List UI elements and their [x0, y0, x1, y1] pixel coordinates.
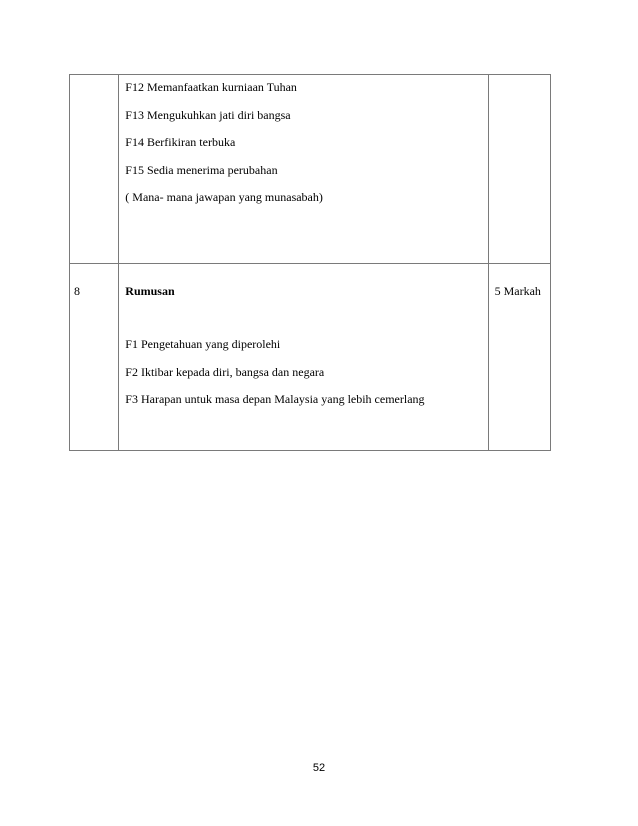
- page-number: 52: [312, 762, 326, 774]
- section-heading: Rumusan: [125, 284, 175, 298]
- answer-point: F14 Berfikiran terbuka: [125, 135, 236, 149]
- answer-point: F1 Pengetahuan yang diperolehi: [125, 337, 281, 351]
- marks-cell: [488, 264, 550, 451]
- question-number-cell: [70, 264, 119, 451]
- marks-cell: [488, 75, 550, 264]
- answer-point: F2 Iktibar kepada diri, bangsa dan negara: [125, 364, 325, 379]
- table-row: [70, 264, 551, 451]
- answer-point: F3 Harapan untuk masa depan Malaysia yang lebih cemerlang: [125, 392, 425, 406]
- marking-scheme-table: [69, 74, 551, 451]
- question-number-cell: [70, 75, 119, 264]
- table-row: [70, 75, 551, 264]
- answer-note: ( Mana- mana jawapan yang munasabah): [125, 190, 323, 204]
- answer-point: F13 Mengukuhkan jati diri bangsa: [125, 107, 291, 122]
- answer-point: F12 Memanfaatkan kurniaan Tuhan: [125, 80, 297, 94]
- answer-points-cell: [119, 264, 488, 451]
- answer-point: F15 Sedia menerima perubahan: [125, 162, 278, 177]
- answer-points-cell: [119, 75, 488, 264]
- question-number: 8: [74, 284, 80, 298]
- marks-label: 5 Markah: [494, 284, 541, 298]
